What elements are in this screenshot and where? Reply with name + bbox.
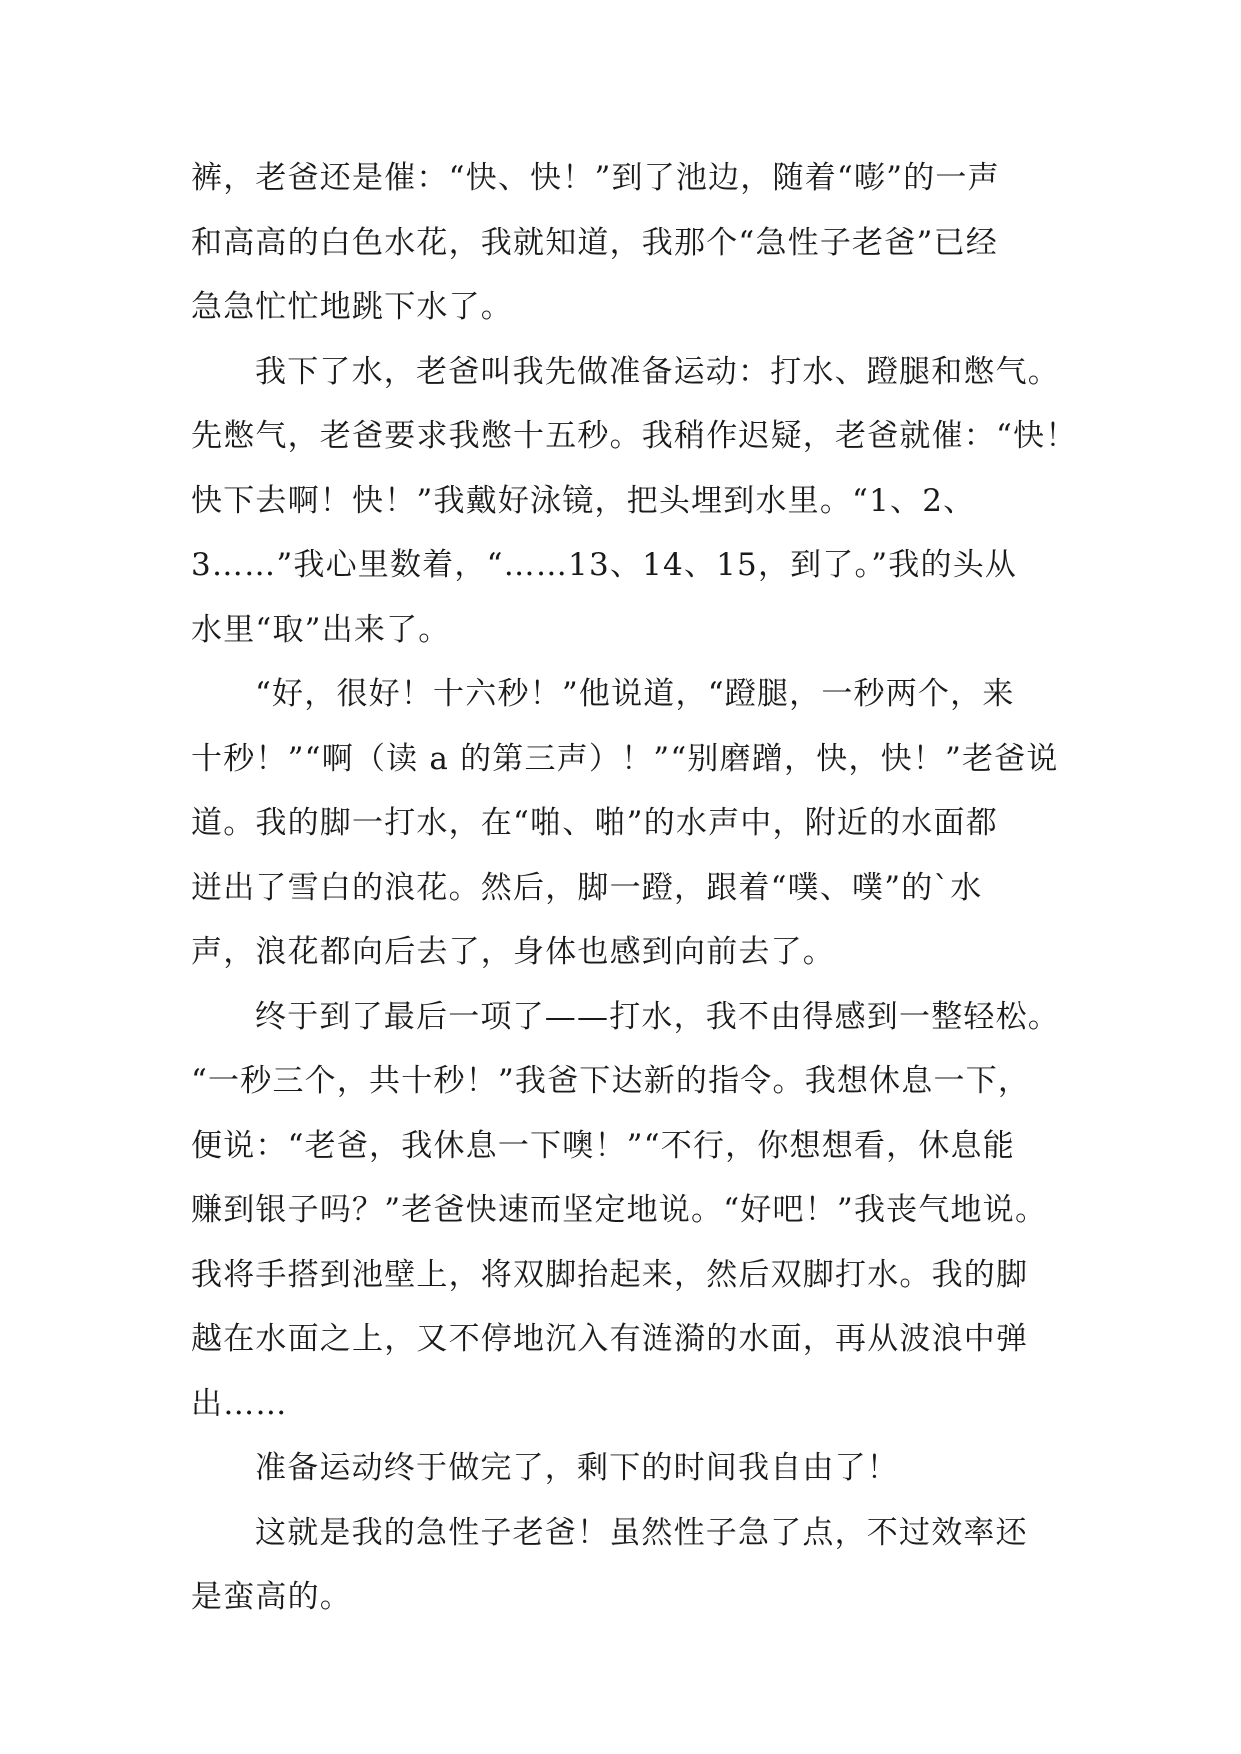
text-line-indented: 准备运动终于做完了，剩下的时间我自由了！ — [255, 1450, 899, 1486]
text-line: 十秒！”“啊（读 a 的第三声）！”“别磨蹭，快，快！”老爸说 — [191, 740, 1059, 777]
text-line: 迸出了雪白的浪花。然后，脚一蹬，跟着“噗、噗”的`水 — [191, 869, 983, 906]
text-line: 裤，老爸还是催：“快、快！”到了池边，随着“嘭”的一声 — [191, 160, 1000, 196]
text-line: 快下去啊！快！”我戴好泳镜，把头埋到水里。“1、2、 — [191, 482, 976, 519]
text-line: 我将手搭到池壁上，将双脚抬起来，然后双脚打水。我的脚 — [191, 1256, 1029, 1293]
text-line: 越在水面之上，又不停地沉入有涟漪的水面，再从波浪中弹 — [191, 1321, 1029, 1357]
text-line: “一秒三个，共十秒！”我爸下达新的指令。我想休息一下， — [191, 1063, 1031, 1099]
text-line-indented: “好，很好！十六秒！”他说道，“蹬腿，一秒两个，来 — [255, 676, 1015, 712]
text-line: 急急忙忙地跳下水了。 — [191, 289, 513, 325]
text-line: 水里“取”出来了。 — [191, 611, 451, 648]
text-line: 出…… — [191, 1385, 288, 1422]
text-line-indented: 这就是我的急性子老爸！虽然性子急了点，不过效率还 — [255, 1514, 1028, 1551]
text-line-indented: 我下了水，老爸叫我先做准备运动：打水、蹬腿和憋气。 — [255, 353, 1060, 390]
text-line: 和高高的白色水花，我就知道，我那个“急性子老爸”已经 — [191, 224, 998, 261]
text-line: 赚到银子吗？”老爸快速而坚定地说。“好吧！”我丧气地说。 — [191, 1192, 1048, 1228]
text-line: 是蛮高的。 — [191, 1579, 352, 1615]
text-line: 道。我的脚一打水，在“啪、啪”的水声中，附近的水面都 — [191, 805, 998, 841]
text-line: 先憋气，老爸要求我憋十五秒。我稍作迟疑，老爸就催：“快！ — [191, 418, 1078, 454]
text-line: 3……”我心里数着，“……13、14、15，到了。”我的头从 — [191, 547, 1018, 583]
text-line: 便说：“老爸，我休息一下噢！”“不行，你想想看，休息能 — [191, 1127, 1015, 1164]
text-line-indented: 终于到了最后一项了——打水，我不由得感到一整轻松。 — [255, 998, 1060, 1035]
text-line: 声，浪花都向后去了，身体也感到向前去了。 — [191, 934, 835, 970]
document-page — [191, 146, 1078, 1630]
